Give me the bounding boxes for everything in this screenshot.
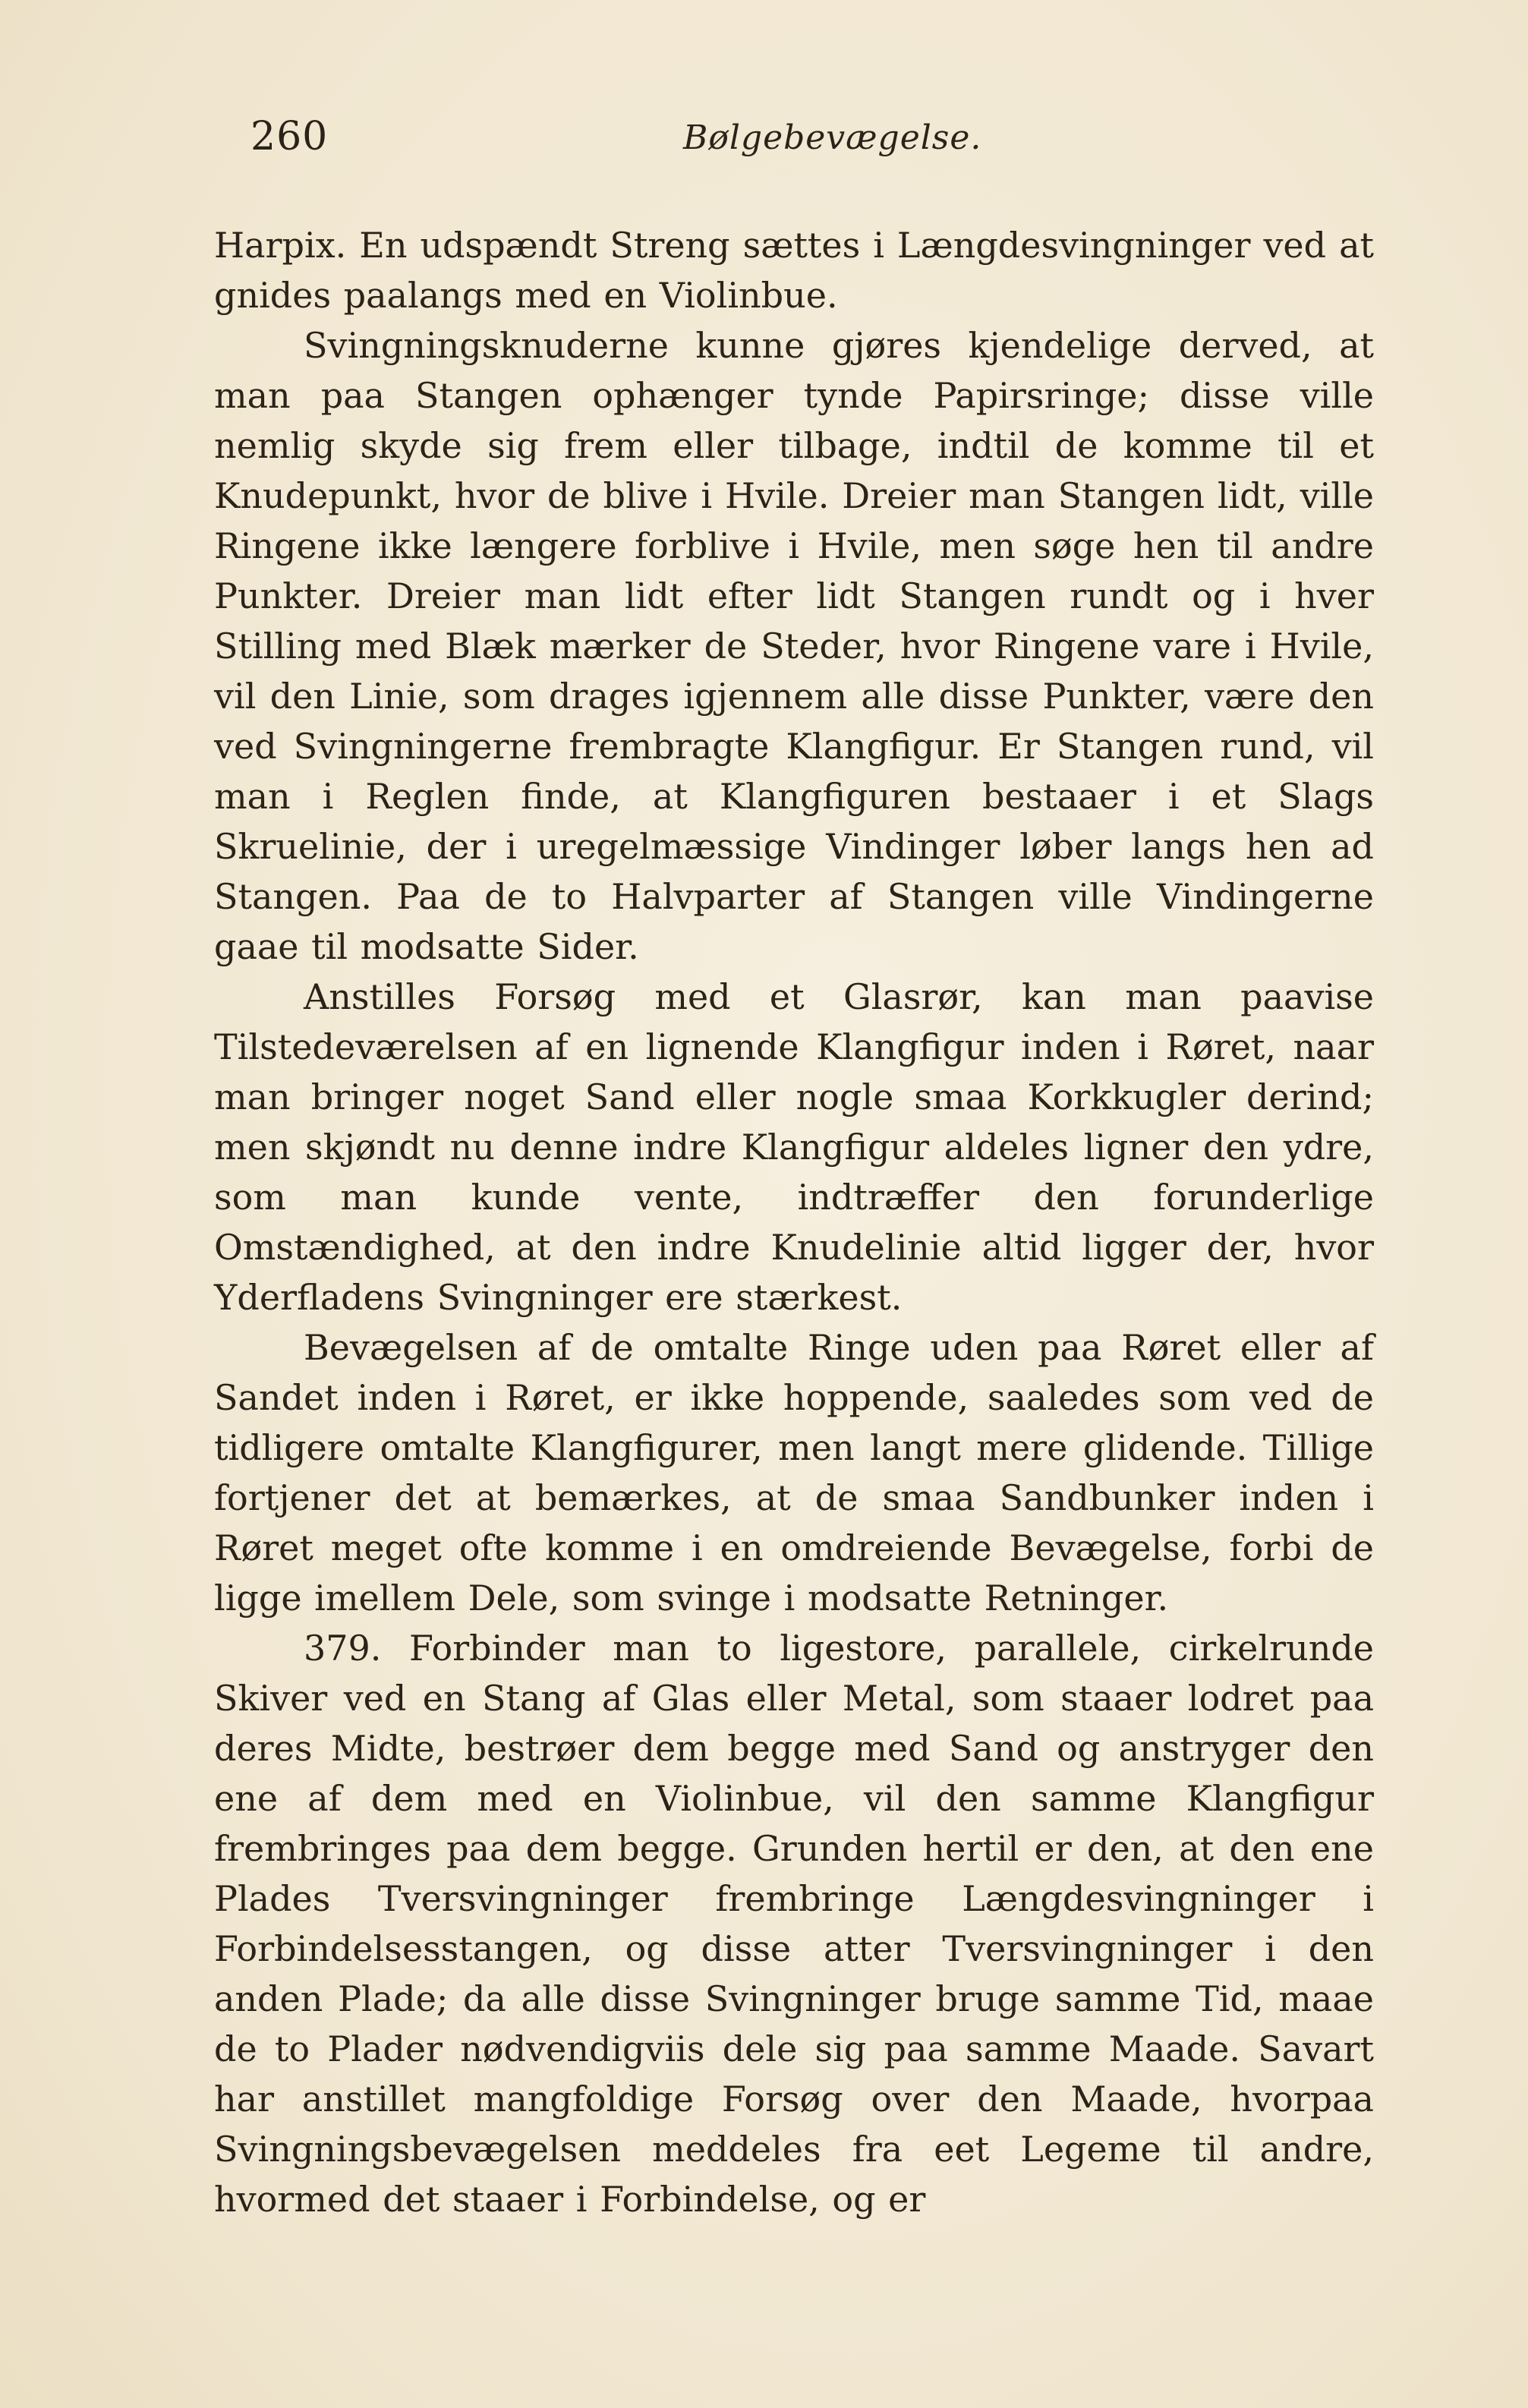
body-text bbox=[214, 220, 1374, 2224]
running-head: Bølgebevægelse. bbox=[683, 118, 982, 157]
paragraph: Bevægelsen af de omtalte Ringe uden paa Røret eller af Sandet inden i Røret, er ikke hoppende, saaledes som ved de tidligere omtalte Klangfigurer, men langt mere glidende. Tillige fortjener det at bemærkes, at de smaa Sandbunker inden i Røret meget ofte komme i en omdreiende Bevægelse, forbi de ligge imellem Dele, som svinge i modsatte Retninger. bbox=[214, 1327, 1374, 1618]
paragraph: Harpix. En udspændt Streng sættes i Længdesvingninger ved at gnides paalangs med en Violinbue. bbox=[214, 225, 1374, 316]
paragraph: 379. Forbinder man to ligestore, parallele, cirkelrunde Skiver ved en Stang af Glas eller Metal, som staaer lodret paa deres Midte, bestrøer dem begge med Sand og anstryger den ene af dem med en Violinbue, vil den samme Klangfigur frembringes paa dem begge. Grunden hertil er den, at den ene Plades Tversvingninger frembringe Længdesvingninger i Forbindelsesstangen, og disse atter Tversvingninger i den anden Plade; da alle disse Svingninger bruge samme Tid, maae de to Plader nødvendigviis dele sig paa samme Maade. Savart har anstillet mangfoldige Forsøg over den Maade, hvorpaa Svingningsbevægelsen meddeles fra eet Legeme til andre, hvormed det staaer i Forbindelse, og er bbox=[214, 1628, 1374, 2220]
paragraph: Anstilles Forsøg med et Glasrør, kan man paavise Tilstedeværelsen af en lignende Klangfigur inden i Røret, naar man bringer noget Sand eller nogle smaa Korkkugler derind; men skjøndt nu denne indre Klangfigur aldeles ligner den ydre, som man kunde vente, indtræffer den forunderlige Omstændighed, at den indre Knudelinie altid ligger der, hvor Yderfladens Svingninger ere stærkest. bbox=[214, 976, 1374, 1318]
page-number: 260 bbox=[250, 114, 329, 159]
page-header bbox=[250, 114, 1374, 167]
paragraph: Svingningsknuderne kunne gjøres kjendelige derved, at man paa Stangen ophænger tynde Papirsringe; disse ville nemlig skyde sig frem eller tilbage, indtil de komme til et Knudepunkt, hvor de blive i Hvile. Dreier man Stangen lidt, ville Ringene ikke længere forblive i Hvile, men søge hen til andre Punkter. Dreier man lidt efter lidt Stangen rundt og i hver Stilling med Blæk mærker de Steder, hvor Ringene vare i Hvile, vil den Linie, som drages igjennem alle disse Punkter, være den ved Svingningerne frembragte Klangfigur. Er Stangen rund, vil man i Reglen finde, at Klangfiguren bestaaer i et Slags Skruelinie, der i uregelmæssige Vindinger løber langs hen ad Stangen. Paa de to Halvparter af Stangen ville Vindingerne gaae til modsatte Sider. bbox=[214, 325, 1374, 967]
